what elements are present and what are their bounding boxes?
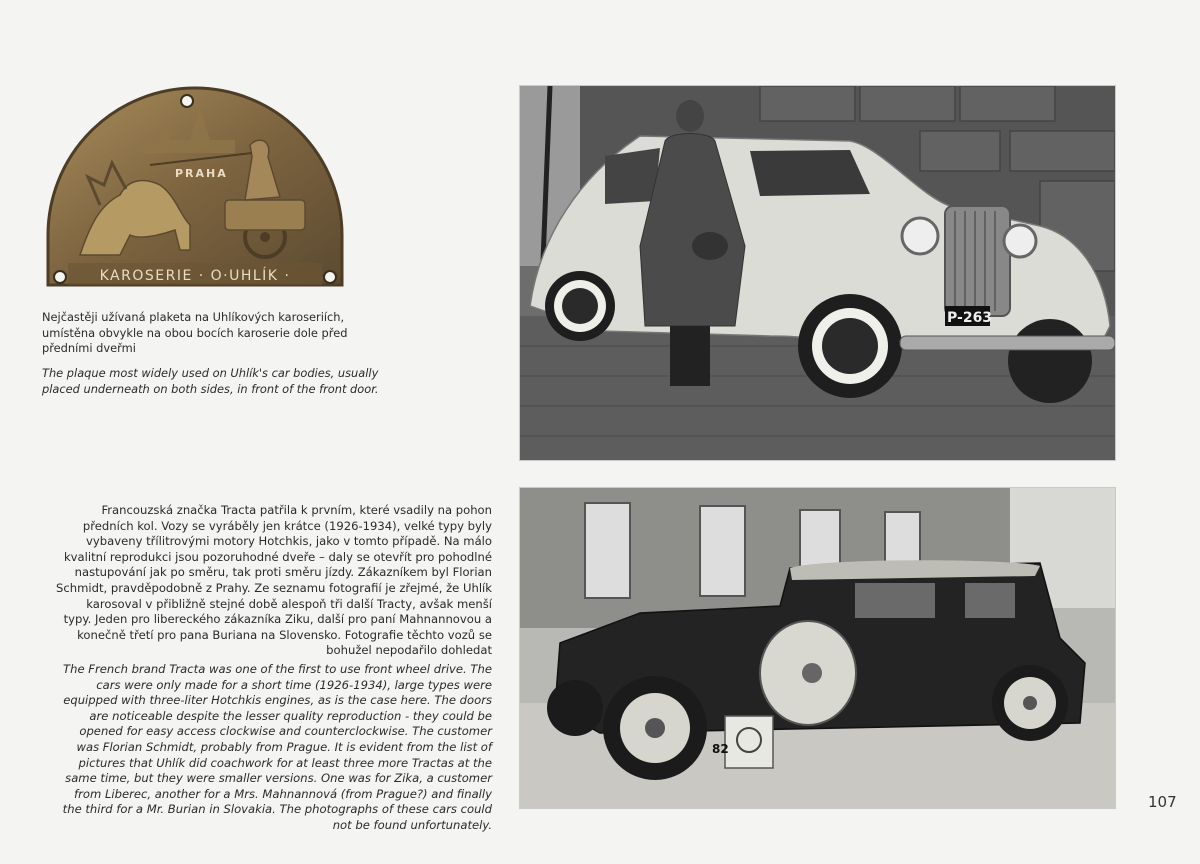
article-text-czech: Francouzská značka Tracta patřila k prvním, které vsadily na pohon předních kol. Vozy se vyráběly jen krátce (1926-1934), velké typy byly vybaveny třílitrovými motory Hotchkis, jako v tomto případě. Na málo kvalitní reprodukci jsou pozoruhodné dveře – daly se otevřít pro pohodlné nastupování jak po směru, tak proti směru jízdy. Zákazníkem byl Florian Schmidt, pravděpodobně z Prahy. Ze seznamu fotografií je zřejmé, že Uhlík karosoval v přibližně stejné době alespoň tři další Tracty, avšak menší typy. Jeden pro libereckého zákazníka Ziku, další pro paní Mahnannovou a konečně třetí pro pana Buriana na Slovensko. Fotografie těchto vozů se bohužel nepodařilo dohledat xyxy=(56,503,492,658)
plaque-image xyxy=(40,85,350,297)
article-text-english: The French brand Tracta was one of the first to use front wheel drive. The cars were only made for a short time (1926-1934), large types were equipped with three-liter Hotchkis engines, as is the case here. The doors are noticeable despite the lesser quality reproduction - they could be opened for easy access clockwise and counterclockwise. The customer was Florian Schmidt, probably from Prague. It is evident from the list of pictures that Uhlík did coachwork for at least three more Tractas at the same time, but they were smaller versions. One was for Zika, a customer from Liberec, another for a Mrs. Mahnannová (from Prague?) and finally the third for a Mr. Burian in Slovakia. The photographs of these cars could not be found unfortunately. xyxy=(62,662,492,832)
plaque-bottom-text: KAROSERIE · O·UHLÍK · xyxy=(99,268,291,284)
page-number: 107 xyxy=(1148,793,1177,811)
plaque-caption-czech: Nejčastěji užívaná plaketa na Uhlíkových karoseriích, umístěna obvykle na obou bocích karoserie dole před předními dveřmi xyxy=(42,310,348,355)
photo-white-car-with-man xyxy=(520,86,1115,460)
photo-tracta-car xyxy=(520,488,1115,808)
top-car-plate: P-263 xyxy=(947,310,993,326)
plaque-caption-english: The plaque most widely used on Uhlík's car bodies, usually placed underneath on both sides, in front of the front door. xyxy=(42,366,379,396)
bottom-car-plate: 82 xyxy=(712,742,729,756)
plaque-top-text: PRAHA xyxy=(175,167,228,180)
